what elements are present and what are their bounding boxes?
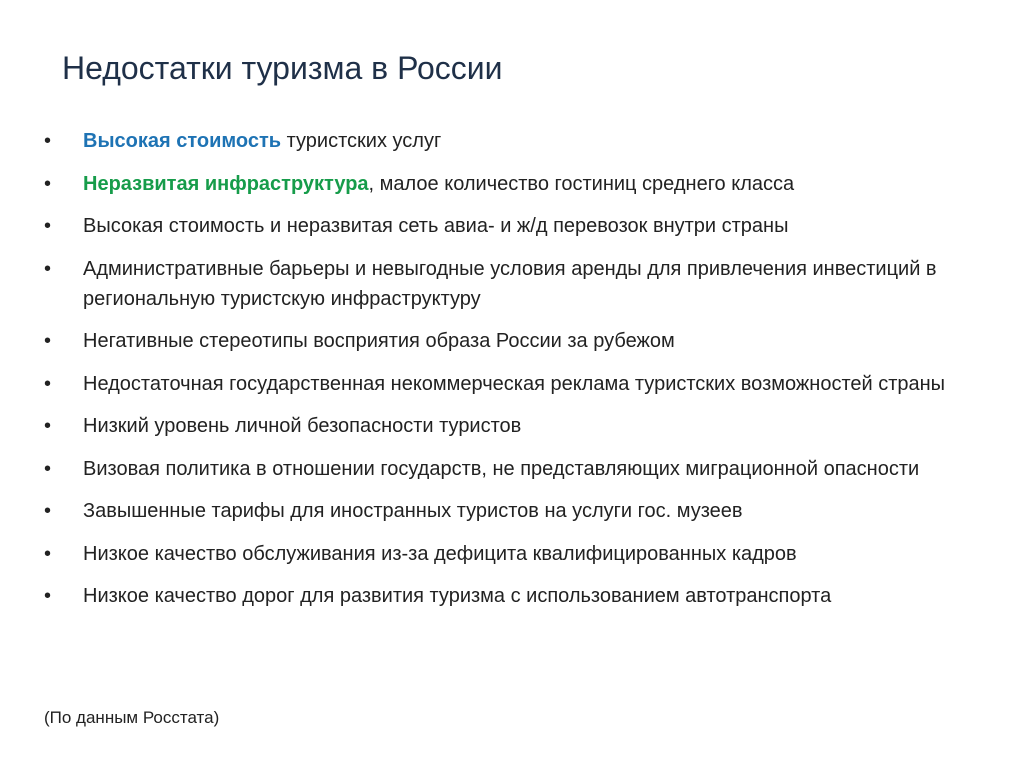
bullet-marker: • bbox=[44, 372, 52, 395]
item-text: Недостаточная государственная некоммерческая реклама туристских возможностей страны bbox=[83, 372, 946, 395]
list-item bbox=[44, 326, 984, 356]
bullet-marker: • bbox=[44, 130, 52, 152]
list-item bbox=[44, 211, 984, 241]
list-item bbox=[44, 454, 984, 484]
list-item bbox=[44, 496, 984, 526]
item-text: Завышенные тарифы для иностранных туристов на услуги гос. музеев bbox=[83, 500, 743, 522]
bullet-marker: • bbox=[44, 330, 52, 352]
item-text: Низкое качество дорог для развития туризма с использованием автотранспорта bbox=[83, 585, 832, 607]
slide-title: Недостатки туризма в России bbox=[62, 50, 503, 86]
list-item bbox=[44, 581, 984, 611]
list-item bbox=[44, 539, 984, 569]
bullet-marker: • bbox=[44, 542, 52, 565]
bullet-marker: • bbox=[44, 215, 52, 237]
item-text: Негативные стереотипы восприятия образа России за рубежом bbox=[83, 330, 675, 352]
item-text: Низкий уровень личной безопасности туристов bbox=[83, 415, 522, 437]
item-text: Высокая стоимость и неразвитая сеть авиа- и ж/д перевозок внутри страны bbox=[83, 215, 789, 237]
bullet-marker: • bbox=[44, 457, 52, 480]
bullet-list bbox=[44, 126, 984, 624]
item-text: Визовая политика в отношении государств, не представляющих миграционной опасности bbox=[83, 457, 920, 480]
list-item bbox=[44, 126, 984, 156]
list-item bbox=[44, 369, 984, 399]
highlight-text: Высокая стоимость bbox=[83, 130, 282, 152]
list-item bbox=[44, 169, 984, 199]
bullet-marker: • bbox=[44, 415, 52, 437]
item-text: , малое количество гостиниц среднего класса bbox=[368, 172, 795, 195]
item-text: туристских услуг bbox=[281, 130, 442, 152]
highlight-text: Неразвитая инфраструктура bbox=[83, 172, 369, 195]
bullet-marker: • bbox=[44, 172, 52, 195]
bullet-marker: • bbox=[44, 585, 52, 607]
item-text: Низкое качество обслуживания из-за дефицита квалифицированных кадров bbox=[83, 542, 797, 565]
list-item bbox=[44, 254, 984, 314]
bullet-marker: • bbox=[44, 257, 52, 280]
bullet-marker: • bbox=[44, 500, 52, 522]
list-item bbox=[44, 411, 984, 441]
source-note: (По данным Росстата) bbox=[44, 708, 220, 727]
item-text: Административные барьеры и невыгодные условия аренды для привлечения инвестиций в региональную туристскую инфраструктуру bbox=[83, 257, 937, 310]
